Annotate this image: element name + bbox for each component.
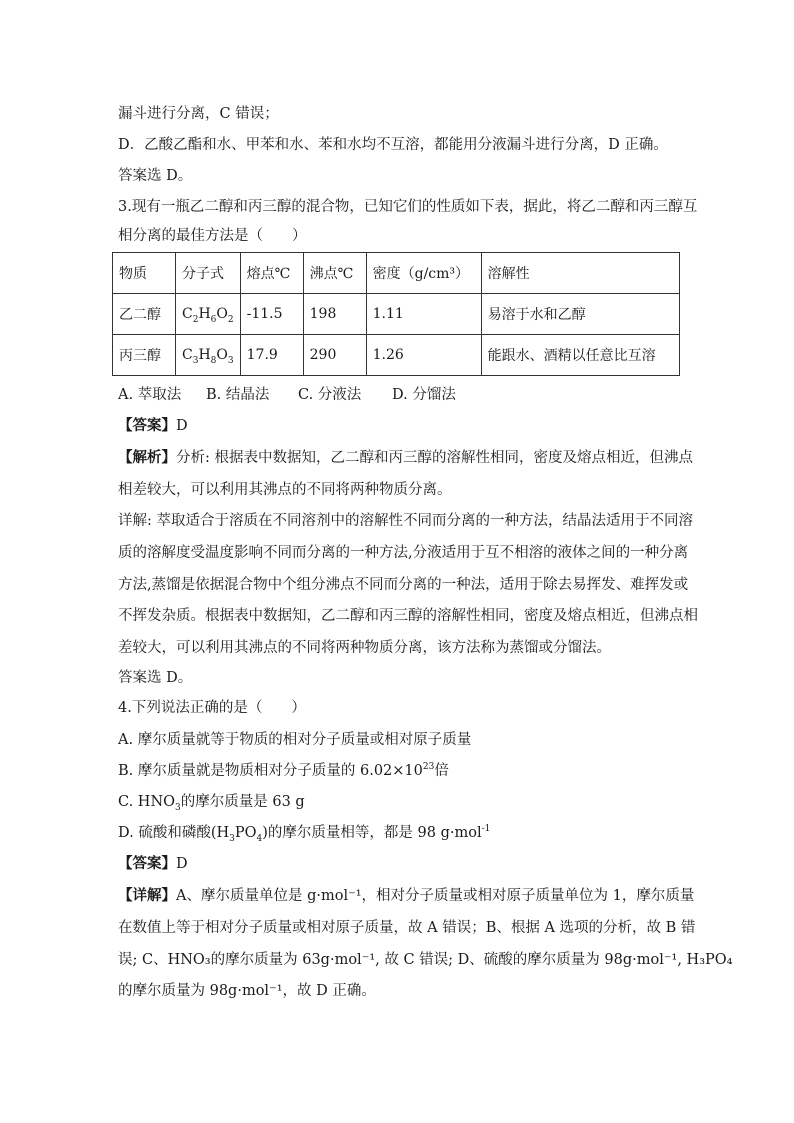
table-cell: 能跟水、酒精以任意比互溶 [481,335,679,376]
detail-line: 质的溶解度受温度影响不同而分离的一种方法,分液适用于互不相溶的液体之间的一种分离 [118,545,689,561]
option-d: D. 分馏法 [392,387,456,403]
answer-value: D [176,856,188,872]
table-header-cell: 密度（g/cm³） [366,253,481,294]
question-3-stem: 3.现有一瓶乙二醇和丙三醇的混合物，已知它们的性质如下表，据此，将乙二醇和丙三醇互 [118,199,698,215]
detail-line: 差较大，可以利用其沸点的不同将两种物质分离，该方法称为蒸馏或分馏法。 [118,640,611,656]
detail-line: 不挥发杂质。根据表中数据知，乙二醇和丙三醇的溶解性相同，密度及熔点相近，但沸点相 [118,608,698,624]
table-row [113,335,680,376]
text-line: 漏斗进行分离，C 错误； [118,106,279,122]
question-3-options [118,385,456,405]
table-cell: 丙三醇 [113,335,176,376]
option-b: B. 结晶法 [206,387,270,403]
option-c: C. 分液法 [298,387,362,403]
detail-line: 方法,蒸馏是依据混合物中个组分沸点不同而分离的一种法，适用于除去易挥发、难挥发或 [118,577,689,593]
question-4-option-a: A. 摩尔质量就等于物质的相对分子质量或相对原子质量 [118,732,472,748]
table-header-row [113,253,680,294]
text-line: 答案选 D。 [118,168,193,184]
formula-cell: $C_3H_8O_3$ [176,335,241,376]
answer-label: 【答案】 [118,417,176,434]
table-cell: 乙二醇 [113,294,176,335]
table-header-cell: 分子式 [176,253,241,294]
table-row [113,294,680,335]
analysis-text: 分析: 根据表中数据知，乙二醇和丙三醇的溶解性相同，密度及熔点相近，但沸点 [176,450,693,466]
detail-line: 的摩尔质量为 98g·mol⁻¹，故 D 正确。 [118,983,376,999]
detail-line: 答案选 D。 [118,670,193,686]
table-cell: 1.11 [366,294,481,335]
question-4-option-b: B. 摩尔质量就是物质相对分子质量的 $6.02\times 10^{23}$倍 [118,762,449,779]
detail-line: 详解: 萃取适合于溶质在不同溶剂中的溶解性不同而分离的一种方法，结晶法适用于不同溶 [118,513,693,529]
detail-text: A、摩尔质量单位是 g·mol⁻¹，相对分子质量或相对原子质量单位为 1，摩尔质量 [176,888,695,904]
table-cell: -11.5 [240,294,303,335]
question-3-stem-cont: 相分离的最佳方法是（ ） [118,228,307,244]
option-a: A. 萃取法 [118,387,182,403]
question-4-option-c: C. $HNO_3$的摩尔质量是 63 g [118,794,305,813]
analysis-line: 相差较大，可以利用其沸点的不同将两种物质分离。 [118,482,452,498]
table-cell: 1.26 [366,335,481,376]
table-header-cell: 沸点℃ [303,253,366,294]
answer-label: 【答案】 [118,855,176,872]
table-cell: 290 [303,335,366,376]
table-header-cell: 熔点℃ [240,253,303,294]
detail-line: 在数值上等于相对分子质量或相对原子质量，故 A 错误；B、根据 A 选项的分析，故 B 错 [118,920,696,936]
analysis-line [118,448,693,468]
table-header-cell: 物质 [113,253,176,294]
detail-line: 误; C、HNO₃的摩尔质量为 63g·mol⁻¹, 故 C 错误; D、硫酸的摩尔质量为 98g·mol⁻¹, H₃PO₄ [118,952,733,968]
text-line: D．乙酸乙酯和水、甲苯和水、苯和水均不互溶，都能用分液漏斗进行分离，D 正确。 [118,137,668,153]
detail-label: 【详解】 [118,887,176,904]
formula-cell: $C_2H_6O_2$ [176,294,241,335]
table-cell: 易溶于水和乙醇 [481,294,679,335]
answer-line [118,416,188,436]
answer-line [118,854,188,874]
table-cell: 17.9 [240,335,303,376]
question-4-option-d: D. 硫酸和磷酸$(H_3PO_4)$的摩尔质量相等，都是 98 g·mol$^{-1}$ [118,824,491,844]
analysis-label: 【解析】 [118,449,176,466]
detail-line [118,886,694,906]
answer-value: D [176,418,188,434]
question-4-stem: 4.下列说法正确的是（ ） [118,700,306,716]
properties-table [112,252,680,376]
table-header-cell: 溶解性 [481,253,679,294]
table-cell: 198 [303,294,366,335]
